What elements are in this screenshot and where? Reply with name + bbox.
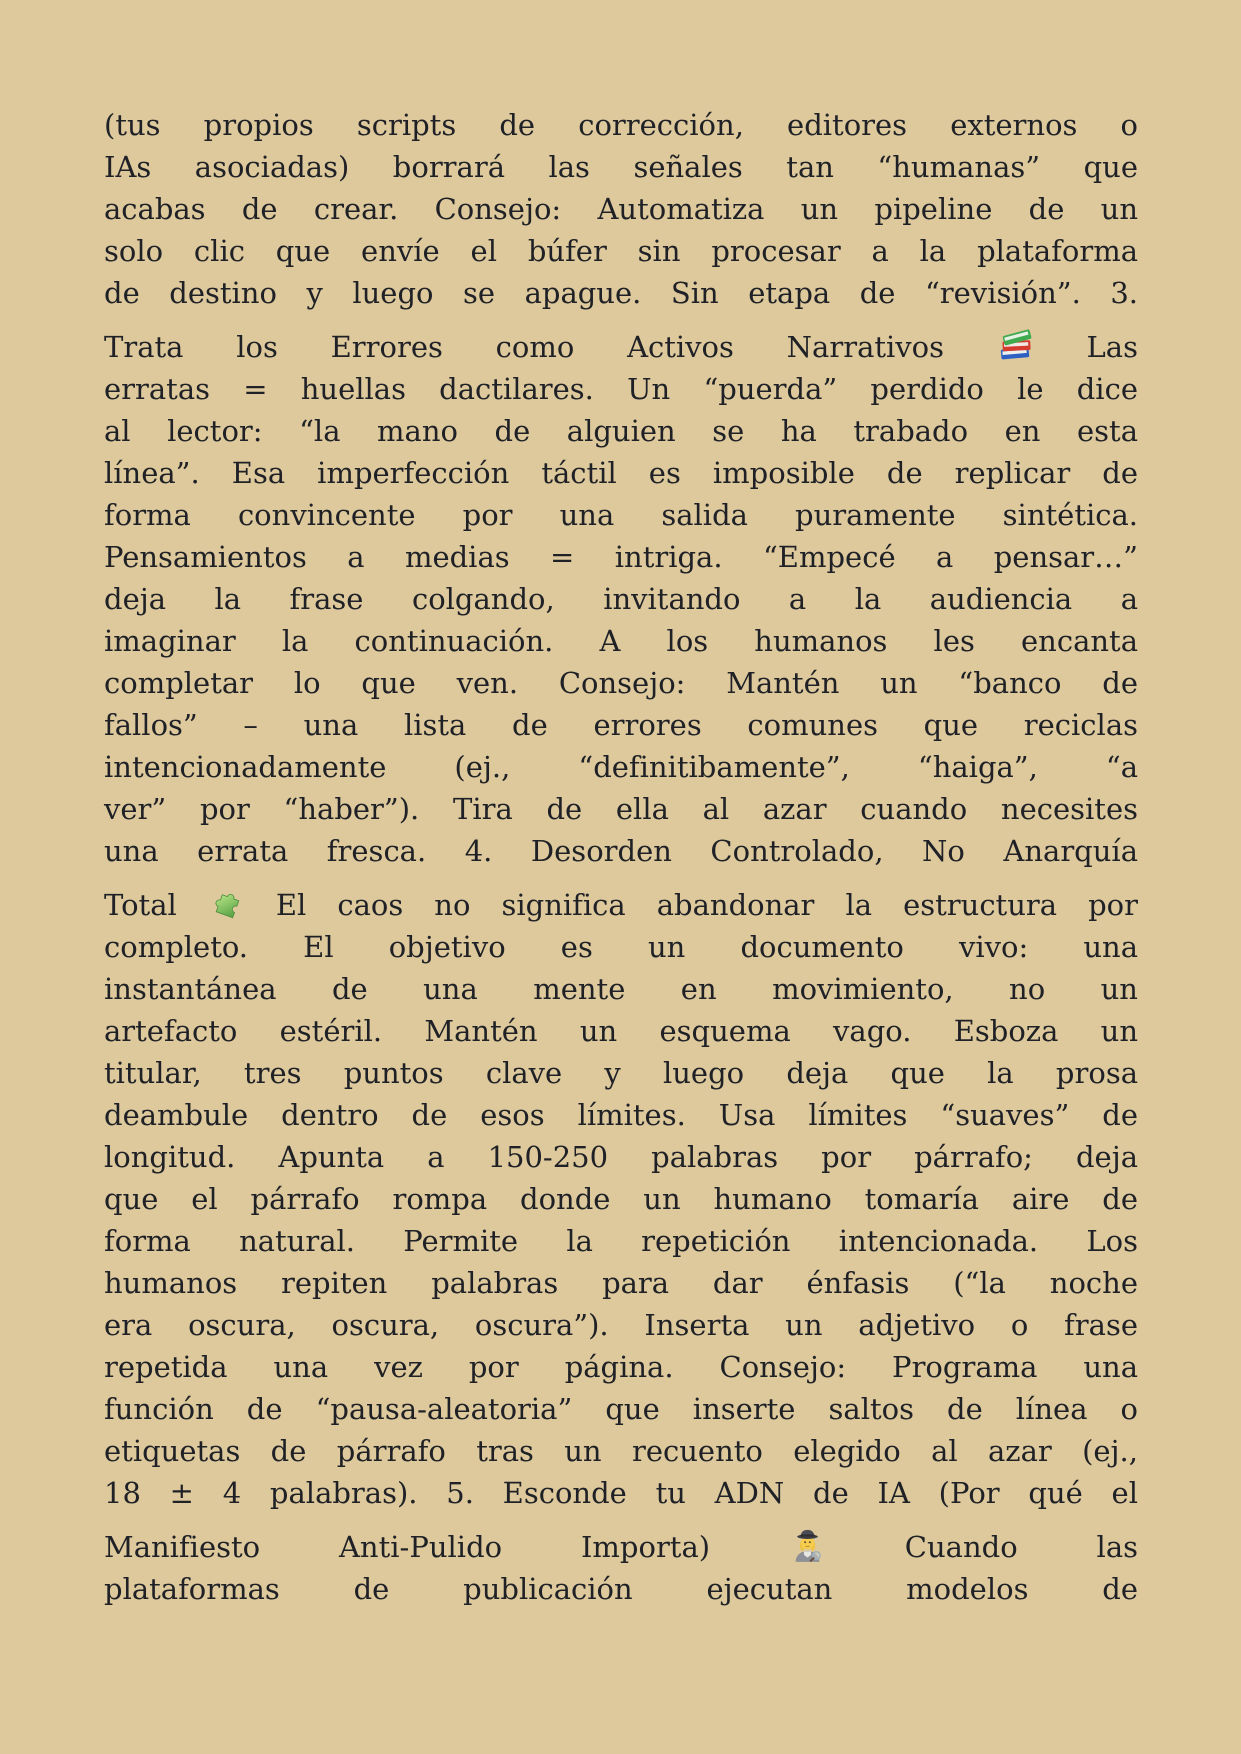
text-line: humanos repiten palabras para dar énfasis (“la noche xyxy=(104,1266,1138,1300)
text-line: completo. El objetivo es un documento vivo: una xyxy=(104,930,1138,964)
text-line: imaginar la continuación. A los humanos les encanta xyxy=(104,624,1138,658)
text-line: línea”. Esa imperfección táctil es imposible de replicar de xyxy=(104,456,1138,490)
text-line: Manifiesto Anti-Pulido Importa) Cuando las xyxy=(104,1530,1138,1564)
text-line: Total El caos no significa abandonar la estructura por xyxy=(104,888,1138,922)
text-line: repetida una vez por página. Consejo: Programa una xyxy=(104,1350,1138,1384)
text-line: era oscura, oscura, oscura”). Inserta un adjetivo o frase xyxy=(104,1308,1138,1342)
text-line: solo clic que envíe el búfer sin procesar a la plataforma xyxy=(104,234,1138,268)
text-line: ver” por “haber”). Tira de ella al azar cuando necesites xyxy=(104,792,1138,826)
text-line: plataformas de publicación ejecutan modelos de xyxy=(104,1572,1138,1606)
text-line: al lector: “la mano de alguien se ha trabado en esta xyxy=(104,414,1138,448)
text-line: titular, tres puntos clave y luego deja que la prosa xyxy=(104,1056,1138,1090)
text-line: Pensamientos a medias = intriga. “Empecé a pensar…” xyxy=(104,540,1138,574)
text-line: una errata fresca. 4. Desorden Controlado, No Anarquía xyxy=(104,834,1138,868)
text-line: deja la frase colgando, invitando a la audiencia a xyxy=(104,582,1138,616)
text-line: completar lo que ven. Consejo: Mantén un “banco de xyxy=(104,666,1138,700)
text-line: de destino y luego se apague. Sin etapa de “revisión”. 3. xyxy=(104,276,1138,310)
text-line: forma natural. Permite la repetición intencionada. Los xyxy=(104,1224,1138,1258)
text-line: artefacto estéril. Mantén un esquema vago. Esboza un xyxy=(104,1014,1138,1048)
text-line: longitud. Apunta a 150-250 palabras por párrafo; deja xyxy=(104,1140,1138,1174)
text-line: intencionadamente (ej., “definitibamente”, “haiga”, “a xyxy=(104,750,1138,784)
text-line: IAs asociadas) borrará las señales tan “humanas” que xyxy=(104,150,1138,184)
text-line: función de “pausa-aleatoria” que inserte saltos de línea o xyxy=(104,1392,1138,1426)
books-icon xyxy=(997,328,1034,365)
text-line: etiquetas de párrafo tras un recuento elegido al azar (ej., xyxy=(104,1434,1138,1468)
puzzle-icon xyxy=(208,886,245,923)
text-line: erratas = huellas dactilares. Un “puerda” perdido le dice xyxy=(104,372,1138,406)
text-line: (tus propios scripts de corrección, editores externos o xyxy=(104,108,1138,142)
text-line: que el párrafo rompa donde un humano tomaría aire de xyxy=(104,1182,1138,1216)
detective-icon xyxy=(789,1528,826,1565)
text-line: fallos” – una lista de errores comunes que reciclas xyxy=(104,708,1138,742)
text-line: instantánea de una mente en movimiento, no un xyxy=(104,972,1138,1006)
text-line: acabas de crear. Consejo: Automatiza un pipeline de un xyxy=(104,192,1138,226)
text-line: Trata los Errores como Activos Narrativos Las xyxy=(104,330,1138,364)
text-line: 18 ± 4 palabras). 5. Esconde tu ADN de IA (Por qué el xyxy=(104,1476,1138,1510)
text-line: forma convincente por una salida puramente sintética. xyxy=(104,498,1138,532)
body-text xyxy=(104,104,1138,1610)
text-line: deambule dentro de esos límites. Usa límites “suaves” de xyxy=(104,1098,1138,1132)
